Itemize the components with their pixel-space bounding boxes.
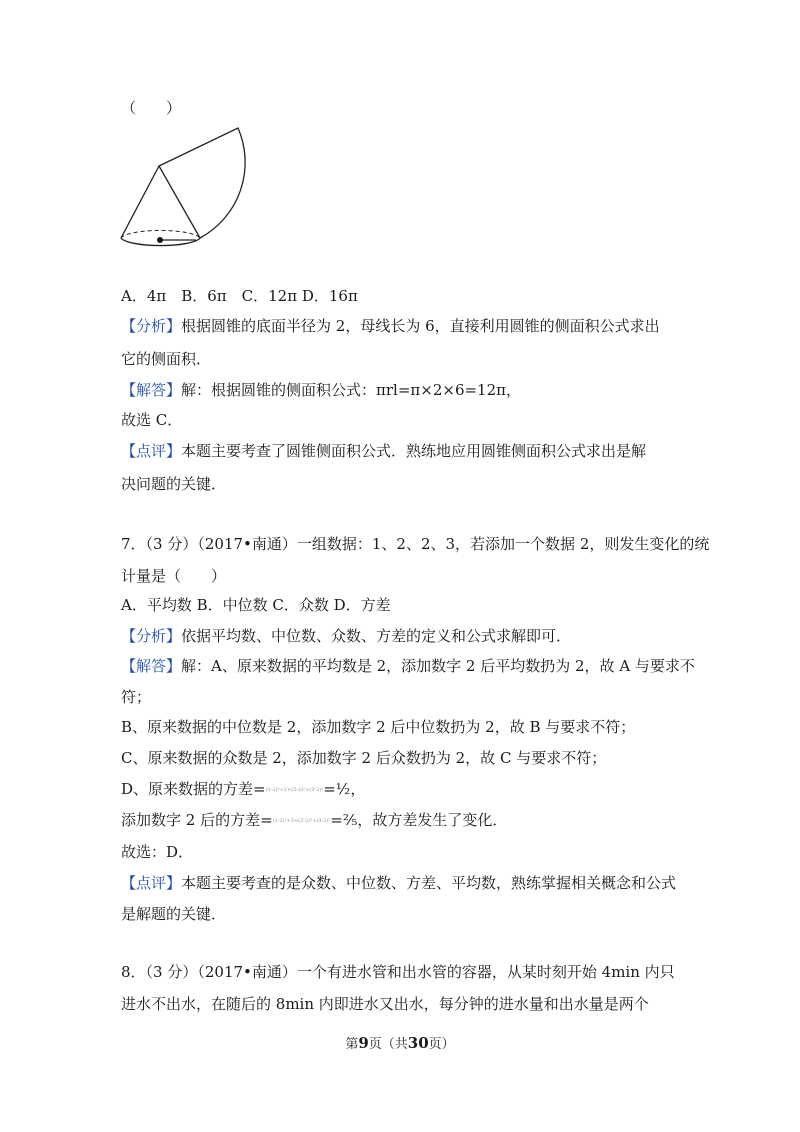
variance-original-label: D、原来数据的方差= (121, 780, 266, 798)
q7-answer-l5 (121, 779, 365, 800)
comment-tag: 【点评】 (121, 442, 182, 460)
q7-answer-choice: 故选：D． (121, 843, 194, 861)
variance-new-formula: (1-2)²+3×(2-2)²+(3-2)² (272, 818, 331, 824)
q6-analysis (121, 316, 660, 336)
variance-new-label: 添加数字 2 后的方差= (121, 811, 273, 829)
q6-analysis-text: 根据圆锥的底面半径为 2，母线长为 6，直接利用圆锥的侧面积公式求出 (181, 317, 660, 335)
q7-options: A．平均数 B．中位数 C．众数 D．方差 (121, 596, 391, 614)
q7-answer-l4: C、原来数据的众数是 2，添加数字 2 后众数扔为 2，故 C 与要求不符； (121, 749, 607, 767)
q7-stem: 7．（3 分）（2017•南通）一组数据：1、2、2、3，若添加一个数据 2，则发生变化的统 (121, 535, 710, 553)
comment-tag: 【点评】 (121, 874, 182, 892)
q7-comment (121, 873, 676, 893)
page-number: 9 (358, 1034, 369, 1052)
sector-shape (159, 128, 245, 238)
q6-answer (121, 380, 521, 400)
q7-answer-l6 (121, 810, 507, 831)
q7-answer-text: 解：A、原来数据的平均数是 2，添加数字 2 后平均数扔为 2，故 A 与要求不 (181, 657, 695, 675)
cone-left-edge (121, 166, 159, 238)
q6-comment (121, 441, 646, 461)
q7-comment-text: 本题主要考查的是众数、中位数、方差、平均数，熟练掌握相关概念和公式 (181, 874, 677, 892)
footer-mid: 页（共 (368, 1037, 408, 1052)
footer-pre: 第 (345, 1037, 359, 1052)
q7-stem-cont: 计量是（ ） (121, 567, 227, 585)
q7-comment-cont: 是解题的关键． (121, 905, 227, 923)
answer-tag: 【解答】 (121, 657, 182, 675)
variance-original-result: =½， (323, 780, 366, 798)
q6-answer-text: 解：根据圆锥的侧面积公式：πrl=π×2×6=12π， (181, 381, 522, 399)
q7-analysis (121, 626, 571, 646)
q6-analysis-cont: 它的侧面积． (121, 350, 212, 368)
footer-post: 页） (428, 1037, 455, 1052)
q6-comment-text: 本题主要考查了圆锥侧面积公式．熟练地应用圆锥侧面积公式求出是解 (181, 442, 647, 460)
variance-new-result: =⅖，故方差发生了变化． (330, 811, 508, 829)
cone-base-center (157, 237, 163, 243)
analysis-tag: 【分析】 (121, 317, 182, 335)
variance-original-formula: (1-2)²+2×(2-2)²+(3-2)² (265, 787, 324, 793)
q8-stem-cont: 进水不出水，在随后的 8min 内即进水又出水，每分钟的进水量和出水量是两个 (121, 995, 649, 1013)
answer-parentheses: （ ） (121, 99, 182, 117)
cone-sector-figure (112, 120, 252, 260)
q7-answer-l3: B、原来数据的中位数是 2，添加数字 2 后中位数扔为 2，故 B 与要求不符； (121, 718, 636, 736)
q6-options: A．4π B．6π C．12π D．16π (121, 287, 358, 305)
q8-stem: 8．（3 分）（2017•南通）一个有进水管和出水管的容器，从某时刻开始 4min 内只 (121, 963, 675, 981)
q6-answer-choice: 故选 C． (121, 411, 183, 429)
q7-answer-l2: 符； (121, 688, 152, 706)
cone-base-back (121, 230, 200, 238)
q7-analysis-text: 依据平均数、中位数、众数、方差的定义和公式求解即可． (181, 627, 572, 645)
answer-tag: 【解答】 (121, 381, 182, 399)
page-footer (0, 1033, 800, 1052)
total-pages: 30 (407, 1034, 429, 1052)
q7-answer (121, 656, 695, 676)
q6-comment-cont: 决问题的关键． (121, 475, 227, 493)
analysis-tag: 【分析】 (121, 627, 182, 645)
